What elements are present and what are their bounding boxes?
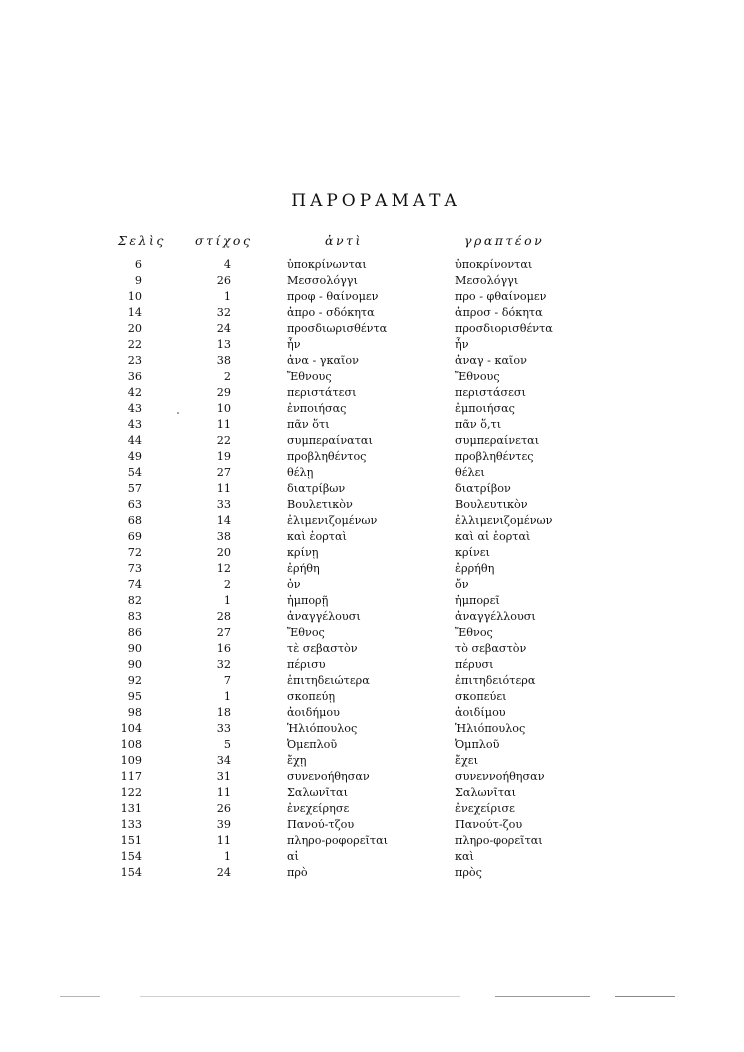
cell-wrong: περιστάτεσι xyxy=(287,386,357,399)
cell-wrong: ἐνποιήσας xyxy=(287,402,347,415)
cell-page: 74 xyxy=(127,578,142,591)
cell-wrong: ἀνα - γκαῖον xyxy=(287,354,359,367)
cell-page: 90 xyxy=(127,642,142,655)
table-row xyxy=(0,833,744,849)
table-row xyxy=(0,417,744,433)
table-row xyxy=(0,705,744,721)
cell-line: 33 xyxy=(216,498,231,511)
cell-wrong: ἐλιμενιζομένων xyxy=(287,514,378,527)
table-row xyxy=(0,369,744,385)
cell-wrong: πέρισυ xyxy=(287,658,326,671)
table-row xyxy=(0,849,744,865)
cell-wrong: ὑποκρίνωνται xyxy=(287,258,367,271)
table-row xyxy=(0,545,744,561)
cell-correct: ἀπροσ - δόκητα xyxy=(455,306,543,319)
cell-line: 38 xyxy=(216,530,231,543)
cell-line: 32 xyxy=(216,306,231,319)
cell-correct: Βουλευτικὸν xyxy=(455,498,528,511)
table-row xyxy=(0,481,744,497)
table-row xyxy=(0,721,744,737)
cell-line: 38 xyxy=(216,354,231,367)
table-row xyxy=(0,801,744,817)
cell-wrong: θέλῃ xyxy=(287,466,314,479)
cell-page: 68 xyxy=(127,514,142,527)
table-row xyxy=(0,577,744,593)
table-row xyxy=(0,625,744,641)
scan-edge-mark xyxy=(140,996,460,997)
table-row xyxy=(0,273,744,289)
cell-page: 6 xyxy=(134,258,142,271)
cell-line: 2 xyxy=(223,578,231,591)
cell-correct: Ἔθνος xyxy=(455,626,493,639)
cell-page: 122 xyxy=(120,786,142,799)
table-row xyxy=(0,465,744,481)
cell-wrong: ἦν xyxy=(287,338,301,351)
cell-line: 4 xyxy=(223,258,231,271)
table-row xyxy=(0,753,744,769)
cell-line: 33 xyxy=(216,722,231,735)
cell-wrong: Ἔθνους xyxy=(287,370,332,383)
cell-correct: Ἔθνους xyxy=(455,370,500,383)
cell-correct: Μεσολόγγι xyxy=(455,274,519,287)
cell-line: 27 xyxy=(216,626,231,639)
cell-correct: πᾶν ὅ,τι xyxy=(455,418,502,431)
cell-line: 20 xyxy=(216,546,231,559)
cell-line: 26 xyxy=(216,802,231,815)
cell-line: 1 xyxy=(223,290,231,303)
header-line: στίχος xyxy=(195,233,253,248)
cell-wrong: τὲ σεβαστὸν xyxy=(287,642,358,655)
cell-page: 36 xyxy=(127,370,142,383)
scan-edge-mark xyxy=(615,996,675,997)
cell-line: 26 xyxy=(216,274,231,287)
cell-correct: συμπεραίνεται xyxy=(455,434,540,447)
cell-correct: ἀναγ - καῖον xyxy=(455,354,527,367)
cell-correct: Σαλωνῖται xyxy=(455,786,516,799)
cell-page: 63 xyxy=(127,498,142,511)
table-row xyxy=(0,593,744,609)
table-row xyxy=(0,673,744,689)
table-row xyxy=(0,449,744,465)
table-row xyxy=(0,609,744,625)
cell-correct: ἐρρήθη xyxy=(455,562,495,575)
cell-correct: πρὸς xyxy=(455,866,482,879)
cell-wrong: προβληθέντος xyxy=(287,450,367,463)
cell-wrong: Σαλωνῖται xyxy=(287,786,348,799)
cell-page: 69 xyxy=(127,530,142,543)
cell-page: 54 xyxy=(127,466,142,479)
stray-mark xyxy=(177,412,179,414)
cell-correct: θέλει xyxy=(455,466,485,479)
cell-page: 83 xyxy=(127,610,142,623)
cell-correct: καὶ xyxy=(455,850,474,863)
cell-correct: ὑποκρίνονται xyxy=(455,258,533,271)
cell-wrong: ἔχῃ xyxy=(287,754,307,767)
cell-correct: προσδιορισθέντα xyxy=(455,322,553,335)
table-row xyxy=(0,769,744,785)
cell-wrong: Ἔθνος xyxy=(287,626,325,639)
cell-correct: συνεννοήθησαν xyxy=(455,770,545,783)
cell-page: 98 xyxy=(127,706,142,719)
cell-wrong: ἐρήθη xyxy=(287,562,320,575)
cell-page: 151 xyxy=(120,834,142,847)
cell-line: 12 xyxy=(216,562,231,575)
cell-page: 95 xyxy=(127,690,142,703)
cell-correct: διατρίβον xyxy=(455,482,511,495)
scan-edge-mark xyxy=(60,996,100,997)
cell-page: 82 xyxy=(127,594,142,607)
cell-wrong: σκοπεύῃ xyxy=(287,690,336,703)
cell-correct: ἦν xyxy=(455,338,469,351)
cell-correct: Ἡλιόπουλος xyxy=(455,722,526,735)
cell-wrong: καὶ ἑορταὶ xyxy=(287,530,347,543)
cell-page: 133 xyxy=(120,818,142,831)
cell-line: 11 xyxy=(216,834,231,847)
cell-wrong: Πανού-τζου xyxy=(287,818,355,831)
cell-page: 90 xyxy=(127,658,142,671)
cell-correct: ἠμπορεῖ xyxy=(455,594,500,607)
header-page: Σελὶς xyxy=(118,233,166,248)
cell-wrong: ἀναγγέλουσι xyxy=(287,610,361,623)
cell-page: 42 xyxy=(127,386,142,399)
cell-wrong: ἀοιδήμου xyxy=(287,706,340,719)
cell-line: 11 xyxy=(216,786,231,799)
cell-page: 72 xyxy=(127,546,142,559)
cell-line: 39 xyxy=(216,818,231,831)
cell-wrong: συνενοήθησαν xyxy=(287,770,370,783)
cell-page: 73 xyxy=(127,562,142,575)
cell-page: 43 xyxy=(127,418,142,431)
cell-page: 108 xyxy=(120,738,142,751)
cell-correct: Πανούτ-ζου xyxy=(455,818,523,831)
cell-wrong: Ἡλιόπουλος xyxy=(287,722,358,735)
cell-correct: πληρο-φορεῖται xyxy=(455,834,543,847)
errata-table xyxy=(0,257,744,881)
cell-line: 28 xyxy=(216,610,231,623)
cell-line: 22 xyxy=(216,434,231,447)
cell-page: 57 xyxy=(127,482,142,495)
cell-page: 49 xyxy=(127,450,142,463)
cell-line: 24 xyxy=(216,866,231,879)
cell-page: 92 xyxy=(127,674,142,687)
cell-correct: ἔχει xyxy=(455,754,478,767)
cell-line: 1 xyxy=(223,594,231,607)
page-title: ΠΑΡΟΡΑΜΑΤΑ xyxy=(291,191,461,211)
table-row xyxy=(0,817,744,833)
cell-line: 2 xyxy=(223,370,231,383)
cell-page: 44 xyxy=(127,434,142,447)
table-row xyxy=(0,401,744,417)
cell-correct: προ - φθαίνομεν xyxy=(455,290,547,303)
cell-correct: τὸ σεβαστὸν xyxy=(455,642,527,655)
cell-correct: ἐμποιήσας xyxy=(455,402,515,415)
cell-page: 9 xyxy=(134,274,142,287)
cell-line: 11 xyxy=(216,418,231,431)
cell-wrong: προσδιωρισθέντα xyxy=(287,322,388,335)
table-row xyxy=(0,337,744,353)
table-row xyxy=(0,737,744,753)
cell-page: 22 xyxy=(127,338,142,351)
cell-correct: ἐπιτηδειότερα xyxy=(455,674,536,687)
cell-line: 10 xyxy=(216,402,231,415)
cell-line: 1 xyxy=(223,850,231,863)
cell-wrong: ὀν xyxy=(287,578,301,591)
table-row xyxy=(0,865,744,881)
cell-correct: ἀοιδίμου xyxy=(455,706,506,719)
cell-correct: ἀναγγέλλουσι xyxy=(455,610,536,623)
cell-line: 18 xyxy=(216,706,231,719)
cell-wrong: πᾶν ὅτι xyxy=(287,418,330,431)
table-row xyxy=(0,353,744,369)
table-row xyxy=(0,385,744,401)
cell-wrong: αἱ xyxy=(287,850,299,863)
table-row xyxy=(0,289,744,305)
cell-line: 29 xyxy=(216,386,231,399)
cell-line: 19 xyxy=(216,450,231,463)
cell-correct: περιστάσεσι xyxy=(455,386,526,399)
cell-wrong: κρίνῃ xyxy=(287,546,319,559)
cell-page: 86 xyxy=(127,626,142,639)
header-correct: γραπτέον xyxy=(464,233,545,248)
table-row xyxy=(0,529,744,545)
cell-page: 14 xyxy=(127,306,142,319)
table-row xyxy=(0,689,744,705)
cell-wrong: Ὀμεπλοῦ xyxy=(287,738,338,751)
table-row xyxy=(0,321,744,337)
cell-page: 10 xyxy=(127,290,142,303)
cell-wrong: πρὸ xyxy=(287,866,308,879)
cell-correct: πέρυσι xyxy=(455,658,494,671)
cell-wrong: ἠμπορῇ xyxy=(287,594,329,607)
cell-wrong: ἐνεχείρησε xyxy=(287,802,350,815)
scan-edge-mark xyxy=(495,996,590,997)
table-row xyxy=(0,433,744,449)
cell-line: 11 xyxy=(216,482,231,495)
cell-wrong: διατρίβων xyxy=(287,482,346,495)
cell-page: 43 xyxy=(127,402,142,415)
cell-correct: ἐλλιμενιζομένων xyxy=(455,514,553,527)
cell-page: 23 xyxy=(127,354,142,367)
cell-wrong: συμπεραίναται xyxy=(287,434,373,447)
cell-wrong: ἐπιτηδειώτερα xyxy=(287,674,370,687)
table-row xyxy=(0,657,744,673)
cell-line: 16 xyxy=(216,642,231,655)
cell-line: 7 xyxy=(223,674,231,687)
cell-page: 131 xyxy=(120,802,142,815)
cell-line: 5 xyxy=(223,738,231,751)
cell-line: 1 xyxy=(223,690,231,703)
cell-correct: ὄν xyxy=(455,578,469,591)
cell-page: 20 xyxy=(127,322,142,335)
cell-correct: ἐνεχείρισε xyxy=(455,802,515,815)
cell-wrong: Μεσσολόγγι xyxy=(287,274,358,287)
table-row xyxy=(0,257,744,273)
header-wrong: ἀντὶ xyxy=(325,233,363,248)
cell-line: 13 xyxy=(216,338,231,351)
cell-correct: προβληθέντες xyxy=(455,450,534,463)
cell-line: 32 xyxy=(216,658,231,671)
table-row xyxy=(0,305,744,321)
cell-page: 109 xyxy=(120,754,142,767)
table-row xyxy=(0,497,744,513)
cell-page: 104 xyxy=(120,722,142,735)
cell-correct: Ὀμπλοῦ xyxy=(455,738,500,751)
cell-line: 31 xyxy=(216,770,231,783)
table-row xyxy=(0,561,744,577)
cell-page: 117 xyxy=(120,770,142,783)
table-row xyxy=(0,785,744,801)
cell-line: 14 xyxy=(216,514,231,527)
cell-wrong: Βουλετικὸν xyxy=(287,498,353,511)
table-row xyxy=(0,513,744,529)
table-row xyxy=(0,641,744,657)
cell-correct: καὶ αἱ ἑορταὶ xyxy=(455,530,531,543)
cell-page: 154 xyxy=(120,850,142,863)
cell-page: 154 xyxy=(120,866,142,879)
cell-line: 24 xyxy=(216,322,231,335)
cell-line: 27 xyxy=(216,466,231,479)
cell-line: 34 xyxy=(216,754,231,767)
cell-correct: σκοπεύει xyxy=(455,690,507,703)
cell-wrong: ἀπρο - σδόκητα xyxy=(287,306,375,319)
cell-wrong: προφ - θαίνομεν xyxy=(287,290,379,303)
cell-correct: κρίνει xyxy=(455,546,490,559)
cell-wrong: πληρο-ροφορεῖται xyxy=(287,834,389,847)
